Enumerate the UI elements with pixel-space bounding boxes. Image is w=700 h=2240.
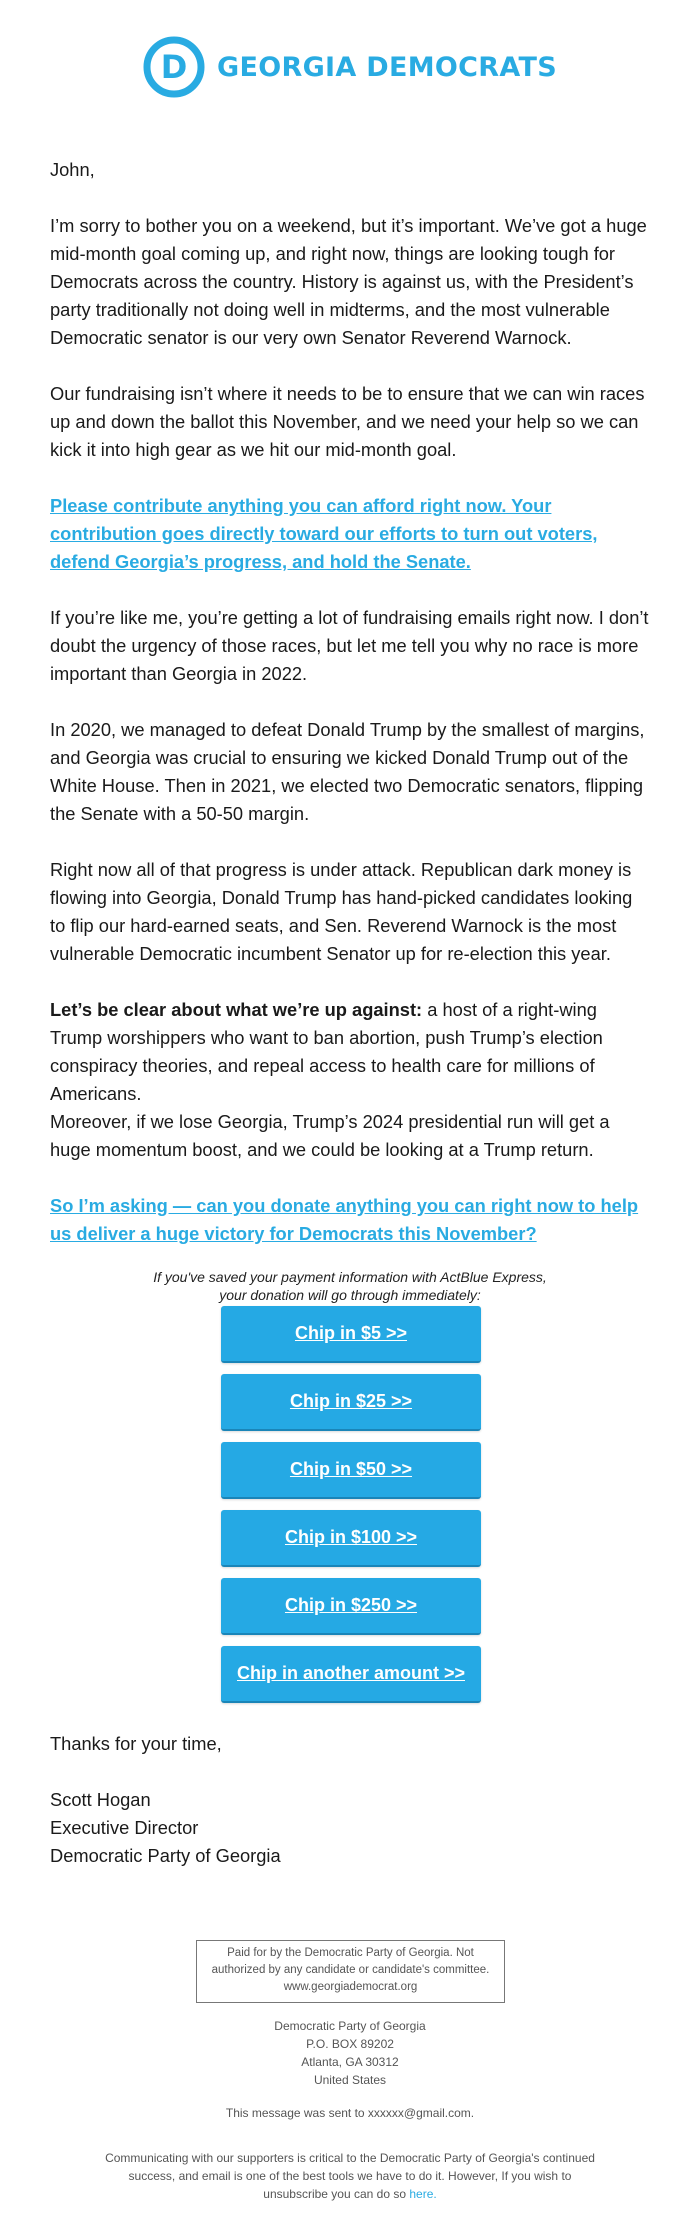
- clear-rest-text: a host of a right-wing Trump worshippers who want to ban abortion, push Trump’s election conspiracy theories, and repeal access to health care for millions of Americans.: [50, 999, 603, 1104]
- mailing-address: Democratic Party of Georgia P.O. BOX 89202 Atlanta, GA 30312 United States: [274, 2019, 426, 2087]
- paid-for-disclaimer: Paid for by the Democratic Party of Georgia. Not authorized by any candidate or candidate's committee. www.georgiademocrat.org: [196, 1940, 505, 2003]
- logo-letter: D: [160, 48, 188, 86]
- paragraph: In 2020, we managed to defeat Donald Trump by the smallest of margins, and Georgia was crucial to ensuring we kicked Donald Trump out of the White House. Then in 2021, we elected two Democratic senators, flipping the Senate with a 50-50 margin.: [50, 719, 645, 824]
- signer-name: Scott Hogan: [50, 1789, 151, 1810]
- paragraph: Our fundraising isn’t where it needs to be to ensure that we can win races up and down the ballot this November, and we need your help so we can kick it into high gear as we hit our mid-month goal.: [50, 383, 645, 460]
- signoff-thanks: Thanks for your time,: [50, 1733, 222, 1754]
- chip-in-250-button[interactable]: Chip in $250 >>: [221, 1578, 481, 1635]
- clear-bold-text: Let’s be clear about what we’re up against:: [50, 999, 423, 1020]
- signer-title: Executive Director: [50, 1817, 199, 1838]
- paragraph: If you’re like me, you’re getting a lot of fundraising emails right now. I don’t doubt the urgency of those races, but let me tell you why no race is more important than Georgia in 2022.: [50, 607, 649, 684]
- chip-in-5-button[interactable]: Chip in $5 >>: [221, 1306, 481, 1363]
- paragraph: Right now all of that progress is under attack. Republican dark money is flowing into Georgia, Donald Trump has hand-picked candidates looking to flip our hard-earned seats, and Sen. Reverend Warnock is the most vulnerable Democratic incumbent Senator up for re-election this year.: [50, 859, 633, 964]
- signer-org: Democratic Party of Georgia: [50, 1845, 281, 1866]
- chip-in-100-button[interactable]: Chip in $100 >>: [221, 1510, 481, 1567]
- paragraph: Moreover, if we lose Georgia, Trump’s 2024 presidential run will get a huge momentum boost, and we could be looking at a Trump return.: [50, 1111, 610, 1160]
- chip-in-50-button[interactable]: Chip in $50 >>: [221, 1442, 481, 1499]
- actblue-express-note: If you've saved your payment information with ActBlue Express, your donation will go through immediately:: [153, 1269, 547, 1303]
- unsubscribe-link[interactable]: here.: [409, 2187, 437, 2201]
- donate-link[interactable]: So I’m asking — can you donate anything you can right now to help us deliver a huge victory for Democrats this November?: [50, 1195, 639, 1244]
- org-name: GEORGIA DEMOCRATS: [217, 51, 557, 83]
- chip-in-25-button[interactable]: Chip in $25 >>: [221, 1374, 481, 1431]
- donate-link-paragraph: [50, 1192, 650, 1248]
- georgia-democrats-logo-icon: [143, 36, 205, 98]
- contribute-link-paragraph: [50, 492, 650, 576]
- greeting: John,: [50, 159, 95, 180]
- unsubscribe-notice: Communicating with our supporters is critical to the Democratic Party of Georgia's continued success, and email is one of the best tools we have to do it. However, If you wish to unsubscribe you can do so here.: [105, 2151, 595, 2201]
- header: [0, 36, 700, 98]
- paragraph: I’m sorry to bother you on a weekend, but it’s important. We’ve got a huge mid-month goal coming up, and right now, things are looking tough for Democrats across the country. History is against us, with the President’s party traditionally not doing well in midterms, and the most vulnerable Democratic senator is our very own Senator Reverend Warnock.: [50, 215, 647, 348]
- chip-in-other-button[interactable]: Chip in another amount >>: [221, 1646, 481, 1703]
- signoff-block: [50, 1786, 650, 1870]
- contribute-link[interactable]: Please contribute anything you can afford right now. Your contribution goes directly toward our efforts to turn out voters, defend Georgia’s progress, and hold the Senate.: [50, 495, 598, 572]
- paragraph: [50, 996, 650, 1108]
- sent-to-notice: This message was sent to xxxxxx@gmail.com.: [225, 2106, 475, 2120]
